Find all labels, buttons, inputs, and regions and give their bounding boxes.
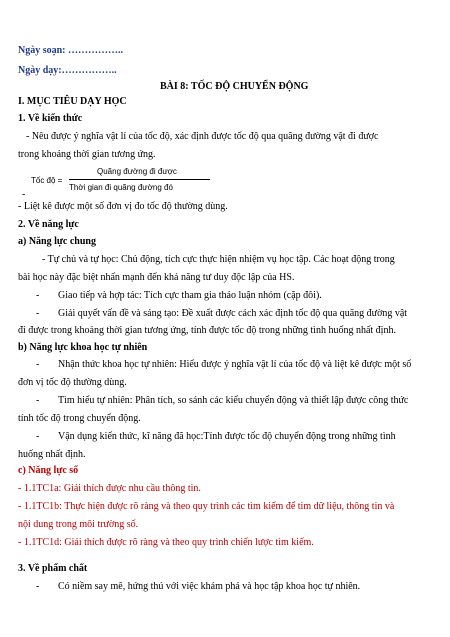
chung-line-1: - Tự chủ và tự học: Chủ động, tích cực thực hiện nhiệm vụ học tập. Các hoạt động trong	[42, 254, 395, 265]
formula-lhs: Tốc độ =	[31, 176, 63, 185]
nang-luc-chung-heading: a) Năng lực chung	[18, 236, 96, 247]
list-dash: -	[36, 395, 40, 406]
kien-thuc-heading: 1. Về kiến thức	[18, 113, 83, 124]
so-line-4: - 1.1TC1d: Giải thích được rõ ràng và theo quy trình chiến lược tìm kiếm.	[18, 537, 314, 548]
nang-luc-khtn-heading: b) Năng lực khoa học tự nhiên	[18, 342, 148, 353]
nang-luc-heading: 2. Về năng lực	[18, 219, 79, 230]
list-dash: -	[36, 431, 40, 442]
khtn-line-2: đơn vị tốc độ thường dùng.	[18, 377, 127, 388]
so-line-1: - 1.1TC1a: Giải thích được nhu cầu thông tin.	[18, 483, 201, 494]
so-line-2: - 1.1TC1b: Thực hiện được rõ ràng và theo quy trình các tìm kiếm để tìm dữ liệu, thông tin và	[18, 501, 395, 512]
pham-chat-line-1: Có niềm say mê, hứng thú với việc khám phá và học tập khoa học tự nhiên.	[58, 581, 361, 592]
ngay-soan: Ngày soạn: ……………..	[18, 45, 124, 56]
list-dash: -	[36, 581, 40, 592]
formula-denominator: Thời gian đi quãng đường đó	[69, 183, 173, 192]
kien-thuc-line-3: - Liệt kê được một số đơn vị đo tốc độ thường dùng.	[18, 201, 228, 212]
list-dash: -	[36, 308, 40, 319]
ngay-day: Ngày dạy:……………..	[18, 65, 117, 76]
lesson-title: BÀI 8: TỐC ĐỘ CHUYỂN ĐỘNG	[160, 81, 309, 92]
chung-line-3: Giao tiếp và hợp tác: Tích cực tham gia thảo luận nhóm (cặp đôi).	[58, 290, 322, 301]
chung-line-2: bài học này đặc biệt nhấn mạnh đến khả năng tư duy độc lập của HS.	[18, 272, 295, 283]
khtn-line-1: Nhận thức khoa học tự nhiên: Hiểu được ý nghĩa vật lí của tốc độ và liệt kê được một số	[58, 359, 412, 370]
formula-numerator: Quãng đường đi được	[97, 167, 177, 176]
khtn-line-5: Vận dụng kiến thức, kĩ năng đã học:Tính được tốc độ chuyển động trong những tình	[58, 431, 396, 442]
section-1-heading: I. MỤC TIÊU DẠY HỌC	[18, 96, 127, 107]
khtn-line-3: Tìm hiểu tự nhiên: Phân tích, so sánh các kiểu chuyển động và thiết lập được công thức	[58, 395, 409, 406]
formula-dash: -	[22, 189, 26, 200]
list-dash: -	[36, 359, 40, 370]
chung-line-5: đi được trong khoảng thời gian tương ứng, tính được tốc độ trong những tình huống nhất định.	[18, 325, 396, 336]
khtn-line-6: huống nhất định.	[18, 449, 86, 460]
khtn-line-4: tính tốc độ trong chuyển động.	[18, 413, 141, 424]
nang-luc-so-heading: c) Năng lực số	[18, 465, 79, 476]
chung-line-4: Giải quyết vấn đề và sáng tạo: Đề xuất được cách xác định tốc độ qua quãng đường vật	[58, 308, 408, 319]
kien-thuc-line-1: - Nêu được ý nghĩa vật lí của tốc độ, xác định được tốc độ qua quãng đường vật đi được	[26, 131, 379, 142]
pham-chat-heading: 3. Về phẩm chất	[18, 563, 88, 574]
kien-thuc-line-2: trong khoảng thời gian tương ứng.	[18, 149, 156, 160]
fraction-bar	[69, 179, 210, 180]
so-line-3: nội dung trong môi trường số.	[18, 519, 139, 530]
list-dash: -	[36, 290, 40, 301]
